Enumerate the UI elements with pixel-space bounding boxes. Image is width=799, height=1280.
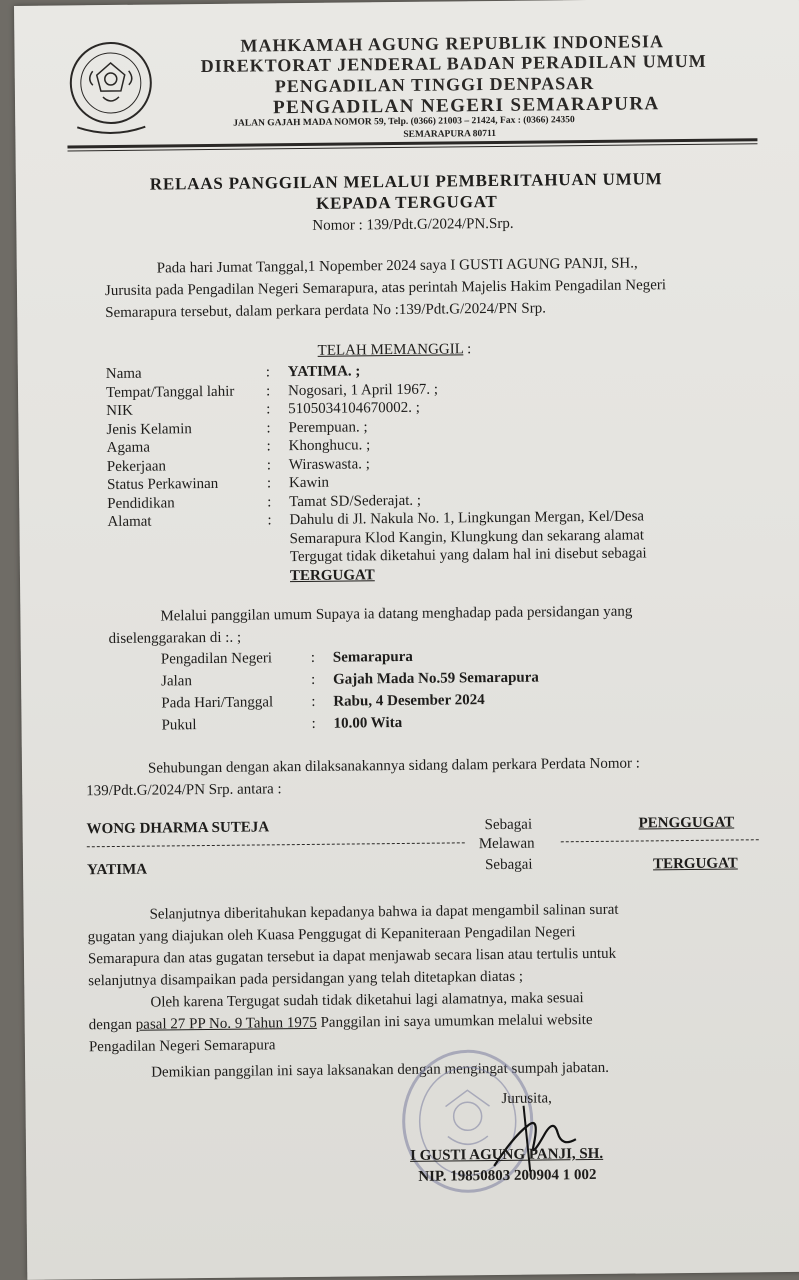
hearing-label: Pengadilan Negeri: [160, 650, 273, 668]
body-p1-line-2: gugatan yang diajukan oleh Kuasa Penggugat di Kepaniteraan Pengadilan Negeri: [87, 924, 576, 946]
body-p2-line-1: Oleh karena Tergugat sudah tidak diketahui lagi alamatnya, maka sesuai: [150, 990, 584, 1011]
defendant-role: TERGUGAT: [652, 855, 738, 873]
alamat-line-3: Tergugat tidak diketahui yang dalam hal ini disebut sebagai: [289, 545, 647, 566]
field-colon: :: [267, 493, 272, 510]
header-address: JALAN GAJAH MADA NOMOR 59, Telp. (0366) 21003 – 21424, Fax : (0366) 24350: [233, 115, 575, 129]
body-p2-line-2: [89, 1010, 593, 1036]
field-colon: :: [265, 382, 271, 399]
separator-dash-right: [561, 839, 759, 842]
body-p2-prefix: dengan: [88, 1016, 136, 1034]
field-label: Nama: [105, 365, 142, 383]
field-value: Khonghucu. ;: [288, 437, 371, 455]
legal-basis-reference: pasal 27 PP No. 9 Tahun 1975: [135, 1014, 317, 1033]
hearing-colon: :: [310, 671, 316, 688]
intro-line-3: Semarapura tersebut, dalam perkara perdata No :139/Pdt.G/2024/PN Srp.: [105, 300, 547, 322]
hearing-value: Gajah Mada No.59 Semarapura: [332, 669, 539, 688]
telah-memanggil-heading: [318, 339, 472, 362]
hearing-label: Jalan: [160, 673, 192, 690]
field-colon: :: [266, 419, 271, 436]
field-label: Pendidikan: [107, 494, 175, 512]
header-line-4: PENGADILAN NEGERI SEMARAPURA: [272, 93, 660, 119]
document-page: [14, 0, 799, 1280]
field-row-alamat: [107, 507, 647, 587]
plaintiff-role: PENGGUGAT: [638, 814, 735, 832]
hearing-row-date: [161, 689, 539, 715]
header-line-2: DIREKTORAT JENDERAL BADAN PERADILAN UMUM: [200, 50, 707, 77]
telah-memanggil-colon: :: [463, 341, 472, 358]
body-p1-line-1: Selanjutnya diberitahukan kepadanya bahwa ia dapat mengambil salinan surat: [149, 901, 619, 923]
field-colon: :: [266, 456, 272, 473]
hearing-details-table: [161, 645, 540, 737]
body-p3: Demikian panggilan ini saya laksanakan dengan mengingat sumpah jabatan.: [151, 1059, 610, 1081]
body-p2-suffix: Panggilan ini saya umumkan melalui website: [316, 1011, 593, 1031]
hearing-intro-line-2: diselenggarakan di :. ;: [108, 629, 242, 648]
signature-role: Jurusita,: [501, 1090, 552, 1107]
hearing-colon: :: [311, 715, 316, 732]
field-value: [289, 507, 647, 585]
field-colon: :: [267, 512, 272, 529]
field-value: Kawin: [288, 474, 330, 492]
alamat-line-2: Semarapura Klod Kangin, Klungkung dan sekarang alamat: [289, 526, 645, 547]
body-p1-line-4: selanjutnya disampaikan pada persidangan yang telah ditetapkan diatas ;: [88, 968, 524, 990]
telah-memanggil-label: TELAH MEMANGGIL: [317, 341, 464, 359]
document-body: [14, 0, 799, 1280]
hearing-value: Rabu, 4 Desember 2024: [333, 692, 485, 710]
hearing-row-time: [161, 711, 539, 737]
plaintiff-name: WONG DHARMA SUTEJA: [86, 819, 270, 838]
document-title: RELAAS PANGGILAN MELALUI PEMBERITAHUAN UMUM: [149, 169, 663, 194]
field-label: Alamat: [107, 513, 152, 531]
hearing-value: Semarapura: [332, 648, 413, 666]
field-value: YATIMA. ;: [287, 363, 361, 381]
defendant-identity-table: [106, 359, 647, 587]
field-label: NIK: [106, 402, 134, 420]
field-label: Agama: [106, 439, 151, 457]
hearing-colon: :: [310, 649, 316, 666]
field-label: Tempat/Tanggal lahir: [105, 383, 235, 401]
field-label: Pekerjaan: [106, 457, 167, 475]
field-value: Tamat SD/Sederajat. ;: [289, 492, 422, 510]
hearing-label: Pukul: [161, 717, 197, 734]
document-number: Nomor : 139/Pdt.G/2024/PN.Srp.: [312, 215, 514, 234]
field-label: Status Perkawinan: [106, 475, 219, 494]
field-value: 5105034104670002. ;: [288, 399, 420, 418]
separator-dash-left: [87, 842, 465, 847]
header-postcode: SEMARAPURA 80711: [403, 128, 497, 140]
hearing-intro-line-1: Melalui panggilan umum Supaya ia datang menghadap pada persidangan yang: [160, 603, 633, 625]
body-p1-line-3: Semarapura dan atas gugatan tersebut ia dapat menjawab secara lisan atau tertulis untuk: [87, 945, 617, 968]
defendant-name: YATIMA: [86, 861, 148, 879]
hearing-colon: :: [311, 693, 316, 710]
hearing-value: 10.00 Wita: [333, 714, 403, 732]
intro-line-1: Pada hari Jumat Tanggal,1 Nopember 2024 saya I GUSTI AGUNG PANJI, SH.,: [156, 255, 638, 277]
connection-line-1: Sehubungan dengan akan dilaksanakannya sidang dalam perkara Perdata Nomor :: [147, 755, 640, 777]
field-value: Perempuan. ;: [288, 418, 368, 436]
intro-line-2: Jurusita pada Pengadilan Negeri Semarapura, atas perintah Majelis Hakim Pengadilan Negeri: [104, 277, 667, 300]
signatory-nip: NIP. 19850803 200904 1 002: [418, 1166, 597, 1185]
field-value: Wiraswasta. ;: [288, 455, 370, 473]
alamat-line-1: Dahulu di Jl. Nakula No. 1, Lingkungan Mergan, Kel/Desa: [289, 508, 645, 529]
field-colon: :: [266, 401, 271, 418]
field-label: Jenis Kelamin: [106, 420, 192, 438]
melawan-label: Melawan: [478, 835, 535, 853]
field-colon: :: [266, 475, 272, 492]
field-colon: :: [265, 364, 271, 381]
header-line-3: PENGADILAN TINGGI DENPASAR: [274, 72, 595, 97]
plaintiff-sebagai: Sebagai: [484, 816, 533, 834]
signatory-name: I GUSTI AGUNG PANJI, SH.: [409, 1145, 604, 1164]
alamat-tergugat: TERGUGAT: [289, 566, 375, 584]
header-line-1: MAHKAMAH AGUNG REPUBLIK INDONESIA: [240, 31, 665, 56]
hearing-label: Pada Hari/Tanggal: [161, 694, 274, 712]
defendant-sebagai: Sebagai: [484, 856, 533, 874]
body-p2-line-3: Pengadilan Negeri Semarapura: [88, 1037, 276, 1056]
court-emblem-logo: [66, 35, 155, 146]
field-colon: :: [266, 438, 271, 455]
document-subtitle: KEPADA TERGUGAT: [315, 191, 498, 213]
field-value: Nogosari, 1 April 1967. ;: [287, 381, 439, 399]
connection-line-2: 139/Pdt.G/2024/PN Srp. antara :: [86, 781, 282, 800]
